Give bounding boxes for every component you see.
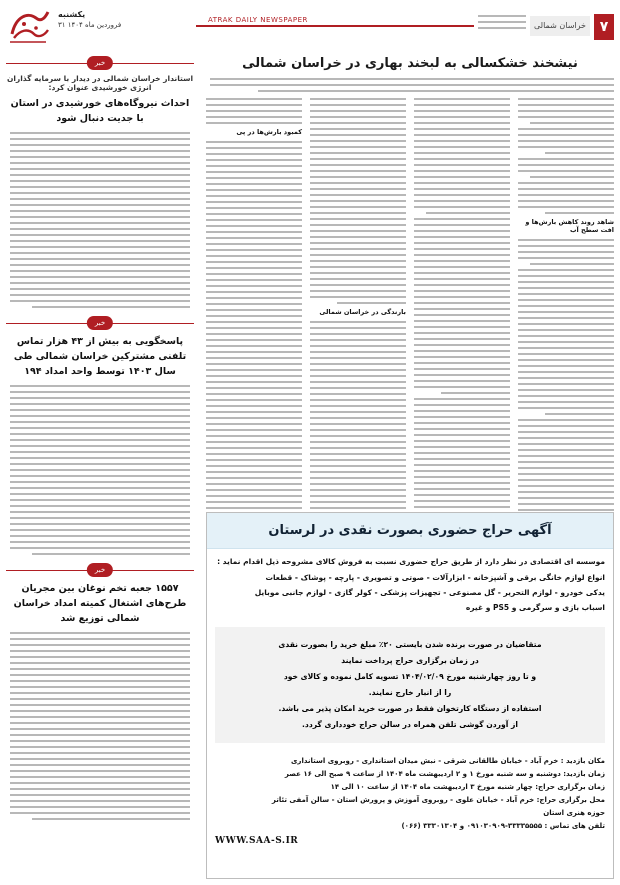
newspaper-page xyxy=(6,6,614,879)
sidebar-body xyxy=(6,632,194,820)
ad-notice xyxy=(215,627,605,743)
ad-item: اسباب بازی و سرگرمی و PS5 و غیره xyxy=(465,603,605,612)
volume-info xyxy=(478,15,526,33)
news-sidebar xyxy=(6,56,194,879)
ad-notice-line: از آوردن گوشی تلفن همراه در سالن حراج خودداری گردد. xyxy=(302,720,518,729)
section-tab: خراسان شمالی xyxy=(530,16,590,36)
sidebar-body xyxy=(6,385,194,555)
news-badge: خبر xyxy=(87,563,113,577)
date-block xyxy=(58,10,178,29)
logo-icon xyxy=(6,8,52,46)
article-subhead: کمبود بارش‌ها در پی xyxy=(236,128,302,136)
sidebar-kicker: استاندار خراسان شمالی در دیدار با سرمایه گذاران انرژی خورشیدی عنوان کرد: xyxy=(6,74,194,92)
ad-item: یدکی خودرو - لوازم التحریر - گل مصنوعی - تجهیزات پزشکی - کولر گازی - لوازم جانبی موبایل xyxy=(254,588,605,597)
main-headline: نیشخند خشکسالی به لبخند بهاری در خراسان شمالی xyxy=(242,56,578,71)
ad-footer-line: حوزه هنری استان xyxy=(543,809,605,817)
news-badge: خبر xyxy=(87,56,113,70)
news-badge-row xyxy=(6,316,194,330)
ad-item: انواع لوازم خانگی برقی و آشپزخانه - ابزارآلات - صوتی و تصویری - پارچه - پوشاک - قطعات xyxy=(265,573,605,582)
ad-items xyxy=(215,570,605,615)
ad-footer-line: زمان بازدید: دوشنبه و سه شنبه مورخ ۱ و ۲ اردیبهشت ماه ۱۴۰۴ از ساعت ۹ صبح الی ۱۶ عصر xyxy=(284,770,605,778)
ad-notice-line: و تا روز چهارشنبه مورخ ۱۴۰۴/۰۲/۰۹ تسویه کامل نموده و کالای خود xyxy=(283,672,537,681)
main-lead xyxy=(206,78,614,96)
ad-title: آگهی حراج حضوری بصورت نقدی در لرستان xyxy=(207,513,613,549)
sidebar-headline: پاسخگویی به بیش از ۴۳ هزار تماس تلفنی مشترکین خراسان شمالی طی سال ۱۴۰۳ توسط واحد امداد ۱۹۴ xyxy=(13,336,187,377)
article-column-3 xyxy=(310,98,406,531)
ad-website: WWW.SAA-S.IR xyxy=(215,836,299,846)
news-badge-row xyxy=(6,56,194,70)
masthead-rule xyxy=(196,25,474,27)
date-text: ۳۱ فروردین ماه ۱۴۰۴ xyxy=(58,21,122,29)
date-day: یکشنبه xyxy=(58,10,86,19)
masthead-name: ATRAK DAILY NEWSPAPER xyxy=(204,16,312,24)
ad-footer-line: تلفن های تماس : ۳۳۳۳۵۵۵۵-۰۹۱۰۳۰۹۰۹ و ۳۳۳۰۱۳۰۴ (۰۶۶) xyxy=(401,822,605,830)
article-subhead: بارندگی در خراسان شمالی xyxy=(319,308,406,316)
ad-notice-line: استفاده از دستگاه کارتخوان فقط در صورت خرید امکان پذیر می باشد. xyxy=(278,704,542,713)
ad-notice-line: متقاضیان در صورت برنده شدن بایستی ۲۰٪ مبلغ خرید را بصورت نقدی xyxy=(278,640,542,649)
sidebar-body xyxy=(6,132,194,308)
ad-footer-line: مکان بازدید : خرم آباد - خیابان طالقانی شرقی - نبش میدان استانداری - روبروی استانداری xyxy=(291,757,605,765)
article-subhead: شاهد روند کاهش بارش‌ها و افت سطح آب xyxy=(525,218,614,234)
page-number: ۷ xyxy=(594,14,614,40)
sidebar-headline: ۱۵۵۷ جعبه تخم نوغان بین مجریان طرح‌های اشتغال کمیته امداد خراسان شمالی توزیع شد xyxy=(13,583,187,624)
ad-footer xyxy=(215,755,605,848)
ad-footer-line: زمان برگزاری حراج: چهار شنبه مورخ ۳ اردیبهشت ماه ۱۴۰۴ از ساعت ۱۰ الی ۱۴ xyxy=(330,783,605,791)
page-header xyxy=(6,6,614,50)
sidebar-headline: احداث نیروگاه‌های خورشیدی در استان با جدیت دنبال شود xyxy=(10,98,190,124)
news-badge: خبر xyxy=(87,316,113,330)
ad-notice-line: را از انبار خارج نمایند. xyxy=(368,688,452,697)
ad-footer-line: محل برگزاری حراج: خرم آباد - خیابان علوی - روبروی آموزش و پرورش استان - سالن آمفی تئاتر xyxy=(271,796,605,804)
ad-intro: موسسه ای اقتصادی در نظر دارد از طریق حراج حضوری نسبت به فروش کالای مشروحه ذیل اقدام نماید : xyxy=(217,557,605,566)
news-badge-row xyxy=(6,563,194,577)
auction-advertisement xyxy=(206,512,614,879)
ad-notice-line: در زمان برگزاری حراج پرداخت نمایند xyxy=(341,656,479,665)
article-column-4 xyxy=(206,98,302,561)
